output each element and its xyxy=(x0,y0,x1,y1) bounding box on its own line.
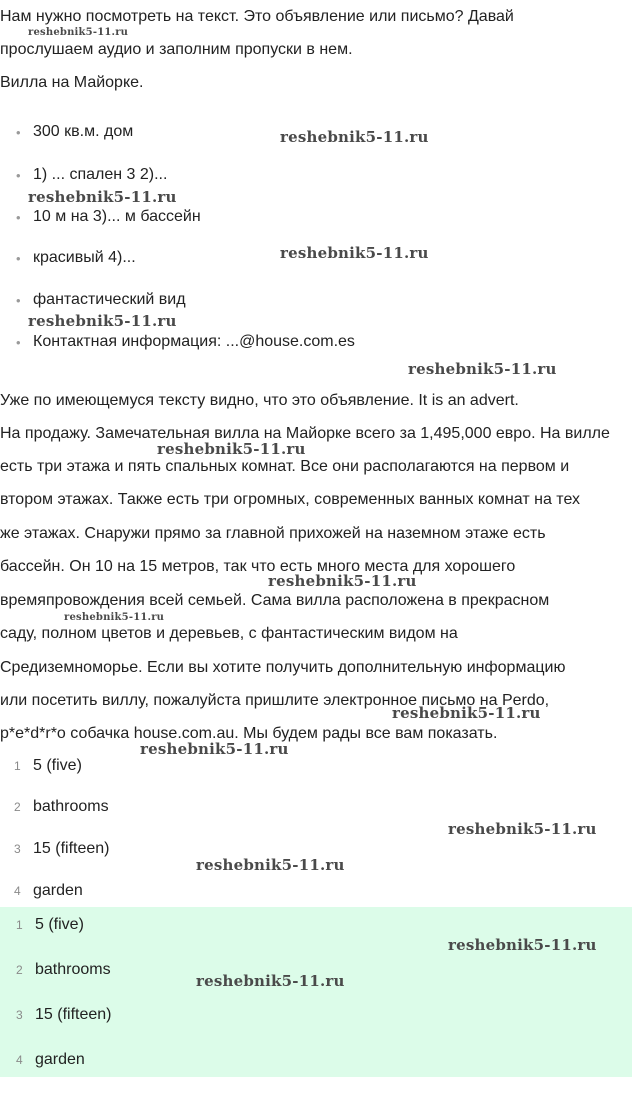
answer-number: 2 xyxy=(14,800,21,814)
villa-title: Вилла на Майорке. xyxy=(0,74,144,91)
transcript-line: На продажу. Замечательная вилла на Майорке всего за 1,495,000 евро. На вилле xyxy=(0,425,610,442)
bullet-icon: • xyxy=(16,168,21,183)
transcript-line: p*e*d*r*o собачка house.com.au. Мы будем рады все вам показать. xyxy=(0,725,498,742)
bullet-icon: • xyxy=(16,251,21,266)
answer-text: 5 (five) xyxy=(35,916,84,933)
bullet-icon: • xyxy=(16,293,21,308)
transcript-line: втором этажах. Также есть три огромных, современных ванных комнат на тех xyxy=(0,491,580,508)
answer-text: garden xyxy=(35,1051,85,1068)
watermark: reshebnik5-11.ru xyxy=(28,27,129,38)
list-item: Контактная информация: ...@house.com.es xyxy=(33,333,355,350)
transcript-line: саду, полном цветов и деревьев, с фантастическим видом на xyxy=(0,625,458,642)
transcript-line: или посетить виллу, пожалуйста пришлите электронное письмо на Perdo, xyxy=(0,692,550,709)
list-item: красивый 4)... xyxy=(33,249,136,266)
watermark: reshebnik5-11.ru xyxy=(448,936,597,954)
observation-text: Уже по имеющемуся тексту видно, что это объявление. It is an advert. xyxy=(0,392,519,409)
answer-number: 1 xyxy=(16,918,23,932)
intro-line-2: прослушаем аудио и заполним пропуски в нем. xyxy=(0,41,353,58)
answer-text: garden xyxy=(33,882,83,899)
transcript-line: времяпровождения всей семьей. Сама вилла расположена в прекрасном xyxy=(0,592,550,609)
watermark: reshebnik5-11.ru xyxy=(448,820,597,838)
answer-number: 2 xyxy=(16,963,23,977)
bullet-icon: • xyxy=(16,125,21,140)
watermark: reshebnik5-11.ru xyxy=(28,188,177,206)
transcript-line: есть три этажа и пять спальных комнат. Все они располагаются на первом и xyxy=(0,458,570,475)
watermark: reshebnik5-11.ru xyxy=(64,612,165,623)
transcript-line: Средиземноморье. Если вы хотите получить дополнительную информацию xyxy=(0,659,566,676)
answer-number: 4 xyxy=(16,1053,23,1067)
answer-number: 3 xyxy=(16,1008,23,1022)
intro-line-1: Нам нужно посмотреть на текст. Это объявление или письмо? Давай xyxy=(0,8,514,25)
watermark: reshebnik5-11.ru xyxy=(28,312,177,330)
answer-number: 4 xyxy=(14,884,21,898)
list-item: 300 кв.м. дом xyxy=(33,123,134,140)
list-item: фантастический вид xyxy=(33,291,186,308)
watermark: reshebnik5-11.ru xyxy=(280,128,429,146)
answer-number: 1 xyxy=(14,759,21,773)
bullet-icon: • xyxy=(16,335,21,350)
answer-text: 15 (fifteen) xyxy=(33,840,110,857)
list-item: 10 м на 3)... м бассейн xyxy=(33,208,201,225)
bullet-icon: • xyxy=(16,210,21,225)
watermark: reshebnik5-11.ru xyxy=(392,704,541,722)
list-item: 1) ... спален 3 2)... xyxy=(33,166,168,183)
watermark: reshebnik5-11.ru xyxy=(140,740,289,758)
answer-highlight-box xyxy=(0,907,632,1077)
watermark: reshebnik5-11.ru xyxy=(280,244,429,262)
answer-text: bathrooms xyxy=(35,961,111,978)
answer-text: 15 (fifteen) xyxy=(35,1006,112,1023)
answer-text: 5 (five) xyxy=(33,757,82,774)
answer-number: 3 xyxy=(14,842,21,856)
watermark: reshebnik5-11.ru xyxy=(268,572,417,590)
transcript-line: же этажах. Снаружи прямо за главной прихожей на наземном этаже есть xyxy=(0,525,546,542)
watermark: reshebnik5-11.ru xyxy=(408,360,557,378)
transcript-line: бассейн. Он 10 на 15 метров, так что есть много места для хорошего xyxy=(0,558,516,575)
watermark: reshebnik5-11.ru xyxy=(157,440,306,458)
watermark: reshebnik5-11.ru xyxy=(196,972,345,990)
watermark: reshebnik5-11.ru xyxy=(196,856,345,874)
answer-text: bathrooms xyxy=(33,798,109,815)
